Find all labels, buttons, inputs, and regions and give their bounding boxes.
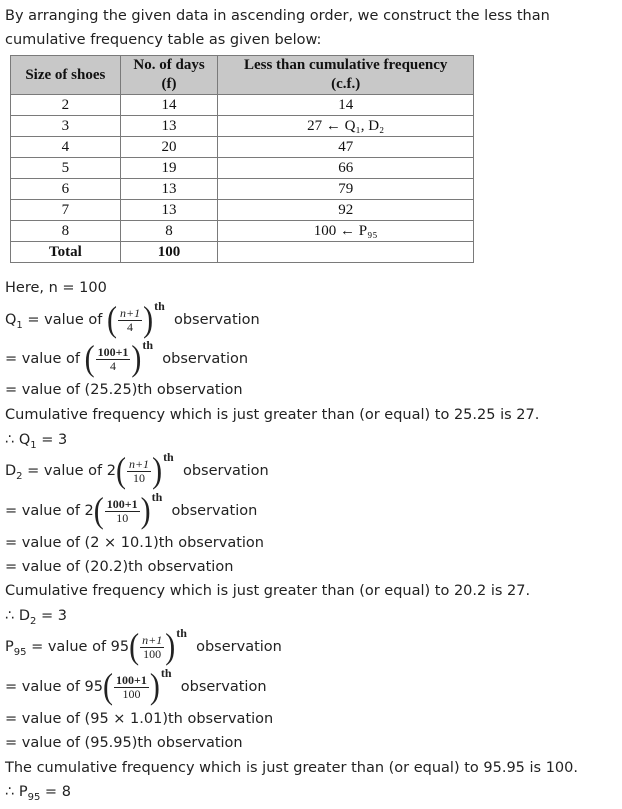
p95-line-4: = value of (95.95)th observation xyxy=(5,735,243,751)
cf-cell: 47 xyxy=(218,137,474,158)
table-row xyxy=(11,158,474,179)
size-cell: 4 xyxy=(11,137,121,158)
table-row xyxy=(11,137,474,158)
header-days xyxy=(120,56,218,95)
table-body xyxy=(11,95,474,263)
p95-result: ∴ $P_{95} = 8$ xyxy=(5,784,71,803)
size-cell: 6 xyxy=(11,179,121,200)
cf-cell: 66 xyxy=(218,158,474,179)
days-cell: 13 xyxy=(120,200,218,221)
header-cf-label: Less than cumulative frequency (c.f.) xyxy=(243,57,448,92)
size-cell: 3 xyxy=(11,116,121,137)
table-row xyxy=(11,95,474,116)
p95-line-1: $P_{95}$ = value of 95( $\frac{n+1}{100}$ )$^{th}$ observation xyxy=(5,626,282,667)
header-cf xyxy=(218,56,474,95)
cf-cell: 27 ← Q₁, D₂ xyxy=(218,116,474,137)
fraction: $\frac{100+1}{100}$ xyxy=(116,672,147,701)
table-row xyxy=(11,221,474,242)
size-cell: 2 xyxy=(11,95,121,116)
p95-line-3: = value of (95 × 1.01)th observation xyxy=(5,711,274,727)
header-days-label: No. of days (f) xyxy=(133,57,205,92)
cf-cell: 79 xyxy=(218,179,474,200)
total-value: 100 xyxy=(120,242,218,263)
size-cell: 8 xyxy=(11,221,121,242)
fraction: $\frac{n+1}{4}$ xyxy=(119,305,141,334)
days-cell: 13 xyxy=(120,116,218,137)
intro-text: By arranging the given data in ascending order, we construct the less than cumulative frequency table as given below: xyxy=(5,8,550,48)
days-cell: 20 xyxy=(120,137,218,158)
p95-line-2: = value of 95( $\frac{100+1}{100}$ )$^{th}$ observation xyxy=(5,666,267,707)
d2-line-3: = value of (2 × 10.1)th observation xyxy=(5,535,264,551)
d2-line-5: Cumulative frequency which is just greater than (or equal) to 20.2 is 27. xyxy=(5,583,531,599)
p95-line-5: The cumulative frequency which is just greater than (or equal) to 95.95 is 100. xyxy=(5,760,578,776)
q1-line-1: $Q_1$ = value of ( $\frac{n+1}{4}$ )$^{th}$ observation xyxy=(5,299,260,340)
total-label: Total xyxy=(11,242,121,263)
empty-cell xyxy=(218,242,474,263)
days-cell: 13 xyxy=(120,179,218,200)
d2-line-2: = value of 2( $\frac{100+1}{10}$ )$^{th}$ observation xyxy=(5,490,258,531)
days-cell: 8 xyxy=(120,221,218,242)
size-cell: 7 xyxy=(11,200,121,221)
header-size: Size of shoes xyxy=(11,56,121,95)
table-total-row xyxy=(11,242,474,263)
q1-line-2: = value of ( $\frac{100+1}{4}$ )$^{th}$ observation xyxy=(5,338,249,379)
table-row xyxy=(11,200,474,221)
d2-result: ∴ $D_2 = 3$ xyxy=(5,608,67,627)
fraction: $\frac{100+1}{4}$ xyxy=(97,344,129,373)
cf-cell: 92 xyxy=(218,200,474,221)
cumulative-frequency-table xyxy=(10,55,474,263)
cf-cell: 100 ← P₉₅ xyxy=(218,221,474,242)
n-line: Here, n = 100 xyxy=(5,280,107,296)
d2-line-1: $D_2$ = value of 2( $\frac{n+1}{10}$ )$^{th}$ observation xyxy=(5,450,269,491)
table-row xyxy=(11,116,474,137)
q1-line-3: = value of (25.25)th observation xyxy=(5,382,243,398)
d2-line-4: = value of (20.2)th observation xyxy=(5,559,234,575)
fraction: $\frac{n+1}{10}$ xyxy=(128,456,150,485)
fraction: $\frac{n+1}{100}$ xyxy=(142,632,163,661)
q1-result: ∴ $Q_1 = 3$ xyxy=(5,432,68,451)
cf-cell: 14 xyxy=(218,95,474,116)
q1-line-4: Cumulative frequency which is just greater than (or equal) to 25.25 is 27. xyxy=(5,407,540,423)
fraction: $\frac{100+1}{10}$ xyxy=(106,496,138,525)
size-cell: 5 xyxy=(11,158,121,179)
days-cell: 14 xyxy=(120,95,218,116)
days-cell: 19 xyxy=(120,158,218,179)
table-row xyxy=(11,179,474,200)
